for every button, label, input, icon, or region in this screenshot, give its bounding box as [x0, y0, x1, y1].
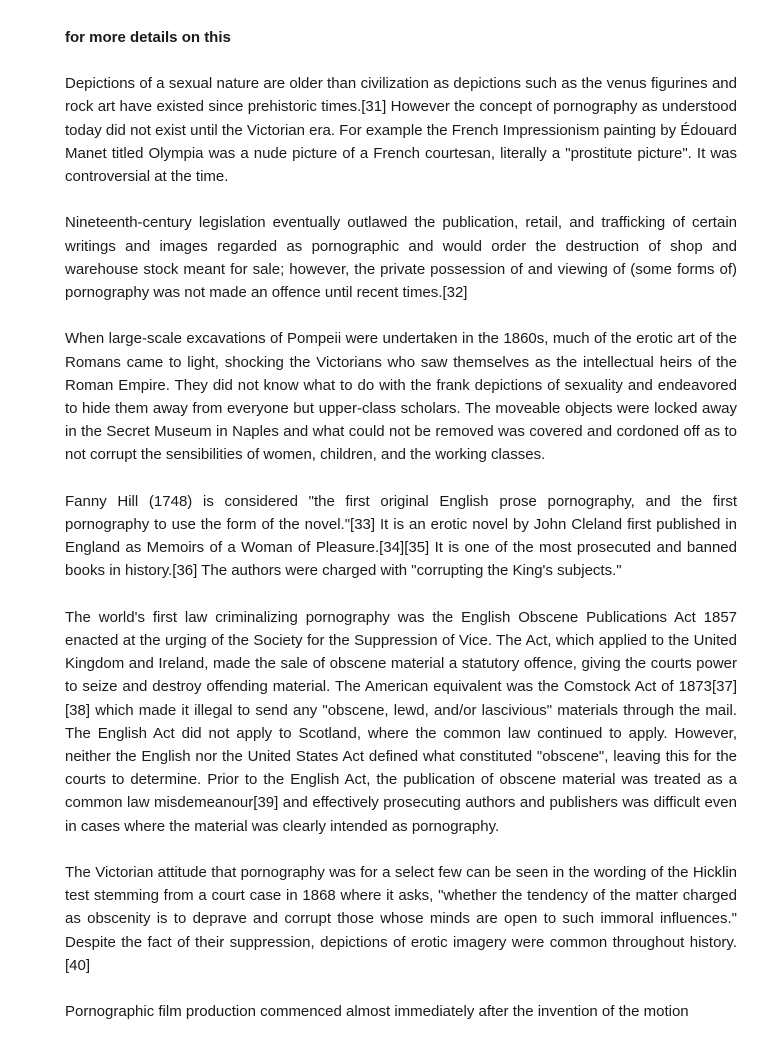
document-page — [65, 26, 737, 1047]
paragraph-5: The world's first law criminalizing pornography was the English Obscene Publications Act 1857 enacted at the urging of the Society for the Suppression of Vice. The Act, which applied to the United Kingdom and Ireland, made the sale of obscene material a statutory offence, giving the courts power to seize and destroy offending material. The American equivalent was the Comstock Act of 1873[37][38] which made it illegal to send any "obscene, lewd, and/or lascivious" materials through the mail. The English Act did not apply to Scotland, where the common law continued to apply. However, neither the English nor the United States Act defined what constituted "obscene", leaving this for the courts to determine. Prior to the English Act, the publication of obscene material was treated as a common law misdemeanour[39] and effectively prosecuting authors and publishers was difficult even in cases where the material was clearly intended as pornography. — [65, 608, 737, 835]
paragraph-3: When large-scale excavations of Pompeii were undertaken in the 1860s, much of the erotic art of the Romans came to light, shocking the Victorians who saw themselves as the intellectual heirs of the Roman Empire. They did not know what to do with the frank depictions of sexuality and endeavored to hide them away from everyone but upper-class scholars. The moveable objects were locked away in the Secret Museum in Naples and what could not be removed was covered and cordoned off as to not corrupt the sensibilities of women, children, and the working classes. — [65, 330, 737, 464]
paragraph-6: The Victorian attitude that pornography was for a select few can be seen in the wording of the Hicklin test stemming from a court case in 1868 where it asks, "whether the tendency of the matter charged as obscenity is to deprave and corrupt those whose minds are open to such immoral influences." Despite the fact of their suppression, depictions of erotic imagery were common throughout history.[40] — [65, 864, 737, 974]
section-heading: for more details on this — [65, 29, 231, 46]
paragraph-7: Pornographic film production commenced almost immediately after the invention of the motion — [65, 1003, 689, 1021]
paragraph-2: Nineteenth-century legislation eventually outlawed the publication, retail, and trafficking of certain writings and images regarded as pornographic and would order the destruction of shop and warehouse stock meant for sale; however, the private possession of and viewing of (some forms of) pornography was not made an offence until recent times.[32] — [65, 214, 737, 302]
paragraph-1: Depictions of a sexual nature are older than civilization as depictions such as the venus figurines and rock art have existed since prehistoric times.[31] However the concept of pornography as understood today did not exist until the Victorian era. For example the French Impressionism painting by Édouard Manet titled Olympia was a nude picture of a French courtesan, literally a "prostitute picture". It was controversial at the time. — [65, 75, 737, 186]
paragraph-4: Fanny Hill (1748) is considered "the first original English prose pornography, and the first pornography to use the form of the novel."[33] It is an erotic novel by John Cleland first published in England as Memoirs of a Woman of Pleasure.[34][35] It is one of the most prosecuted and banned books in history.[36] The authors were charged with "corrupting the King's subjects." — [65, 492, 737, 580]
